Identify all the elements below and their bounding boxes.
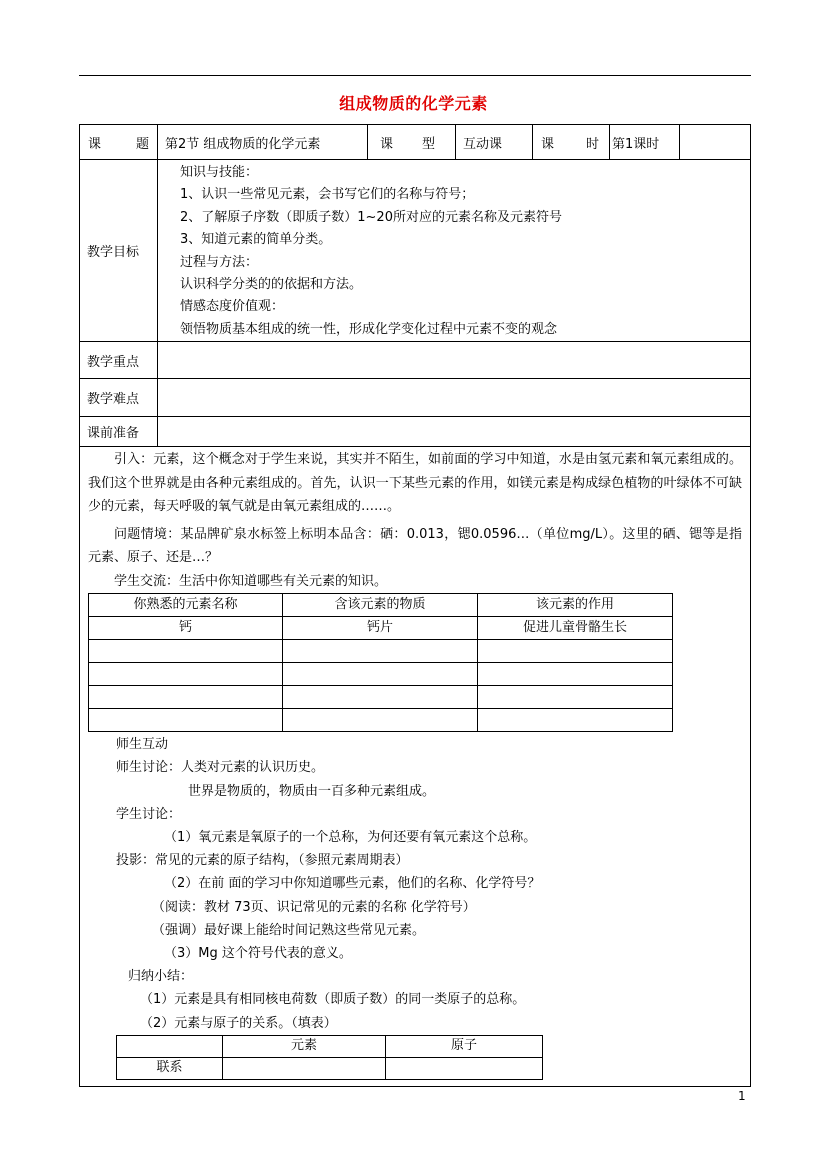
- difficulties-label: 教学难点: [80, 379, 158, 417]
- table-cell: 促进儿童骨骼生长: [478, 617, 673, 640]
- header-row: [80, 125, 751, 160]
- table-cell: [478, 709, 673, 732]
- table-cell: 钙: [89, 617, 283, 640]
- objectives-row: [80, 160, 751, 342]
- table-cell: [283, 686, 478, 709]
- objective-line: 3、知道元素的简单分类。: [180, 232, 332, 248]
- table-cell: [478, 663, 673, 686]
- table-row: [117, 1035, 543, 1057]
- question-paragraph: 问题情境：某品牌矿泉水标签上标明本品含：硒：0.013，锶0.0596…（单位mg/L）。这里的硒、锶等是指元素、原子、还是…？: [88, 526, 742, 566]
- body-line: 投影：常见的元素的原子结构，（参照元素周期表）: [116, 853, 409, 869]
- objectives-content: [158, 160, 751, 342]
- table-cell: [386, 1057, 543, 1079]
- body-line: （1）元素是具有相同核电荷数（即质子数）的同一类原子的总称。: [140, 992, 526, 1008]
- table-row: [89, 709, 673, 732]
- table-cell: [89, 640, 283, 663]
- body-line: 学生讨论：: [116, 806, 182, 822]
- table-row: [89, 686, 673, 709]
- table-cell: [478, 686, 673, 709]
- difficulties-value: [158, 379, 751, 417]
- table-cell: [89, 663, 283, 686]
- table-cell: [283, 663, 478, 686]
- table-row: [89, 617, 673, 640]
- table-cell: [478, 640, 673, 663]
- objective-line: 1、认识一些常见元素，会书写它们的名称与符号；: [180, 187, 475, 203]
- body-line: 归纳小结：: [128, 969, 194, 985]
- column-header: 含该元素的物质: [283, 594, 478, 617]
- hours-value: 第1课时: [610, 125, 680, 160]
- body-row: [80, 447, 751, 1087]
- table-cell: [223, 1057, 386, 1079]
- key-points-value: [158, 342, 751, 379]
- body-line: 世界是物质的，物质由一百多种元素组成。: [188, 783, 436, 799]
- body-line: （3）Mg 这个符号代表的意义。: [164, 946, 352, 962]
- lesson-plan-table: [79, 124, 751, 1087]
- objectives-label: 教学目标: [80, 160, 158, 342]
- preparation-row: [80, 417, 751, 447]
- header-rule: [79, 75, 751, 76]
- objective-line: 情感态度价值观：: [180, 299, 285, 315]
- element-atom-table: [116, 1035, 543, 1080]
- row-header: 联系: [117, 1057, 223, 1079]
- difficulties-row: [80, 379, 751, 417]
- table-row: [89, 663, 673, 686]
- column-header: 原子: [386, 1035, 543, 1057]
- element-table: [88, 593, 673, 732]
- exchange-paragraph: 学生交流：生活中你知道哪些有关元素的知识。: [114, 573, 388, 589]
- key-points-row: [80, 342, 751, 379]
- body-line: （1）氧元素是氧原子的一个总称，为何还要有氧元素这个总称。: [164, 830, 537, 846]
- key-points-label: 教学重点: [80, 342, 158, 379]
- intro-paragraph: 引入：元素，这个概念对于学生来说，其实并不陌生，如前面的学习中知道，水是由氢元素和氧元素组成的。我们这个世界就是由各种元素组成的。首先，认识一下某些元素的作用，如镁元素是构成绿色植物的叶绿体不可缺少的元素，每天呼吸的氧气就是由氧元素组成的……。: [88, 452, 742, 515]
- table-row: [89, 640, 673, 663]
- body-content: [80, 447, 751, 1087]
- page-title: 组成物质的化学元素: [339, 94, 488, 113]
- objective-line: 过程与方法：: [180, 254, 259, 270]
- preparation-value: [158, 417, 751, 447]
- lesson-value: 第2节 组成物质的化学元素: [158, 125, 368, 160]
- objective-line: 2、了解原子序数（即质子数）1~20所对应的元素名称及元素符号: [180, 209, 562, 225]
- objective-line: 领悟物质基本组成的统一性，形成化学变化过程中元素不变的观念: [180, 321, 558, 337]
- table-cell: [89, 686, 283, 709]
- table-cell: 钙片: [283, 617, 478, 640]
- element-table-header: [89, 594, 673, 617]
- table-cell: [283, 709, 478, 732]
- objective-line: 知识与技能：: [180, 165, 259, 180]
- body-line: （2）元素与原子的关系。（填表）: [140, 1015, 337, 1031]
- body-line: （强调）最好课上能给时间记熟这些常见元素。: [152, 922, 426, 938]
- hours-label: 课 时: [533, 125, 610, 160]
- type-label: 课 型: [368, 125, 456, 160]
- body-line: （阅读：教材 73页、识记常见的元素的名称 化学符号）: [152, 899, 476, 915]
- body-line: 师生讨论：人类对元素的认识历史。: [116, 760, 325, 776]
- table-cell: [283, 640, 478, 663]
- table-row: [117, 1057, 543, 1079]
- lesson-label: 课 题: [80, 125, 158, 160]
- table-cell: [89, 709, 283, 732]
- body-line: 师生互动: [116, 737, 169, 753]
- column-header: 该元素的作用: [478, 594, 673, 617]
- page-number: 1: [738, 1089, 746, 1103]
- type-value: 互动课: [456, 125, 533, 160]
- objective-line: 认识科学分类的的依据和方法。: [180, 277, 363, 293]
- column-header: 元素: [223, 1035, 386, 1057]
- column-header: 你熟悉的元素名称: [89, 594, 283, 617]
- table-cell: [117, 1035, 223, 1057]
- preparation-label: 课前准备: [80, 417, 158, 447]
- body-line: （2）在前 面的学习中你知道哪些元素，他们的名称、化学符号？: [164, 876, 541, 892]
